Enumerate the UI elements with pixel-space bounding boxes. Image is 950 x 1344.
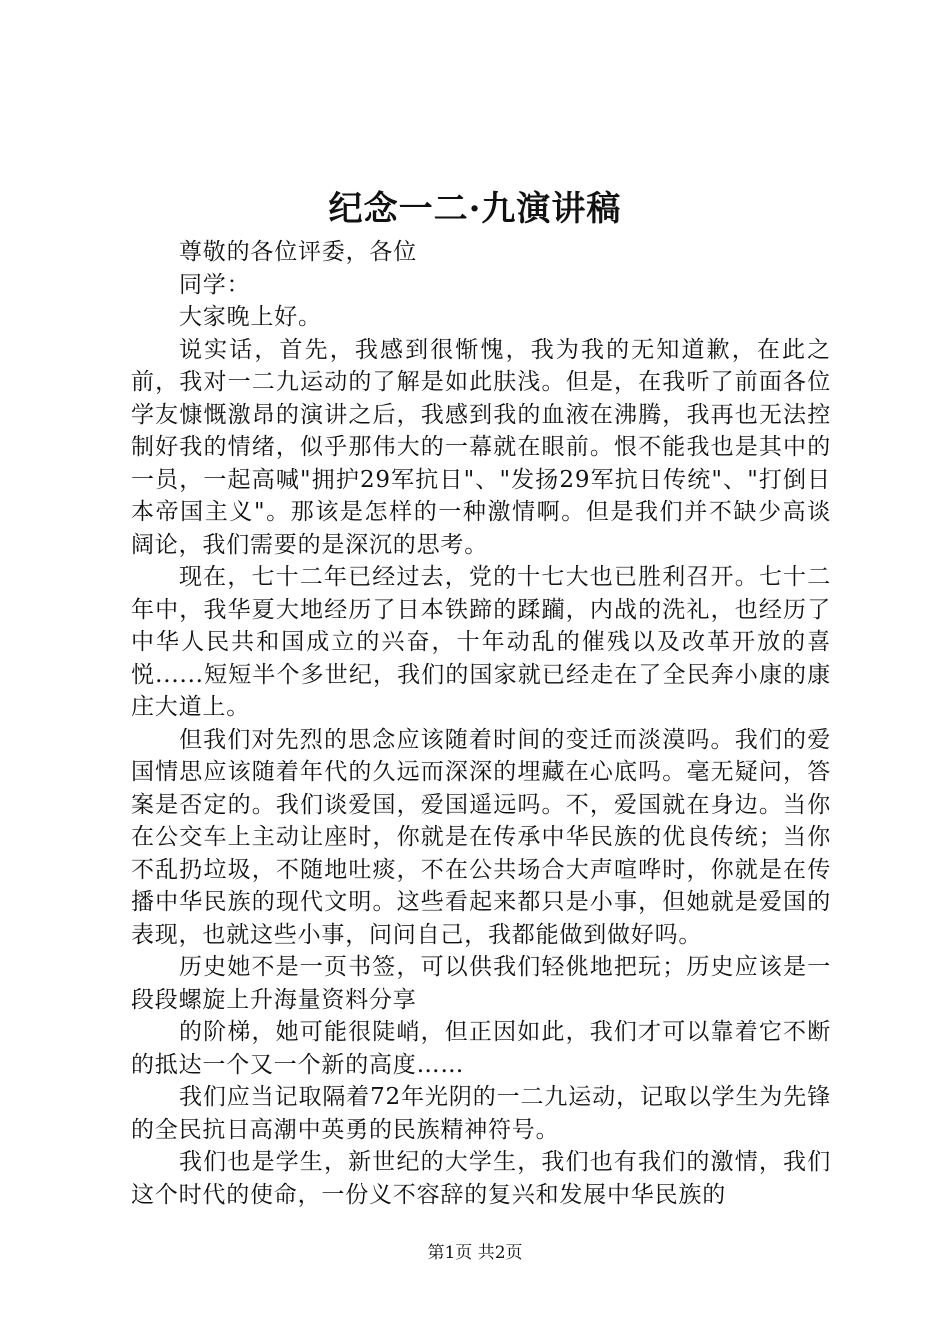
paragraph: 我们应当记取隔着72年光阴的一二九运动，记取以学生为先锋的全民抗日高潮中英勇的民族精神符号。 xyxy=(131,1084,831,1143)
document-title: 纪念一二·九演讲稿 xyxy=(328,189,622,229)
paragraph-salutation-2: 同学： xyxy=(179,271,251,298)
paragraph: 我们也是学生，新世纪的大学生，我们也有我们的激情，我们这个时代的使命，一份义不容辞的复兴和发展中华民族的 xyxy=(131,1149,831,1208)
paragraph: 的阶梯，她可能很陡峭，但正因如此，我们才可以靠着它不断的抵达一个又一个新的高度…… xyxy=(131,1019,831,1078)
paragraph: 但我们对先烈的思念应该随着时间的变迁而淡漠吗。我们的爱国情思应该随着年代的久远而深深的埋藏在心底吗。毫无疑问，答案是否定的。我们谈爱国，爱国遥远吗。不，爱国就在身边。当你在公交车上主动让座时，你就是在传承中华民族的优良传统；当你不乱扔垃圾，不随地吐痰，不在公共场合大声喧哗时，你就是在传播中华民族的现代文明。这些看起来都只是小事，但她就是爱国的表现，也就这些小事，问问自己，我都能做到做好吗。 xyxy=(131,726,831,948)
paragraph-greeting: 大家晚上好。 xyxy=(179,304,322,330)
document-body xyxy=(131,236,831,1211)
paragraph: 说实话，首先，我感到很惭愧，我为我的无知道歉，在此之前，我对一二九运动的了解是如此肤浅。但是，在我听了前面各位学友慷慨激昂的演讲之后，我感到我的血液在沸腾，我再也无法控制好我的情绪，似乎那伟大的一幕就在眼前。恨不能我也是其中的一员，一起高喊"拥护29军抗日"、"发扬29军抗日传统"、"打倒日本帝国主义"。那该是怎样的一种激情啊。但是我们并不缺少高谈阔论，我们需要的是深沉的思考。 xyxy=(131,336,831,558)
paragraph: 现在，七十二年已经过去，党的十七大也已胜利召开。七十二年中，我华夏大地经历了日本铁蹄的蹂躏，内战的洗礼，也经历了中华人民共和国成立的兴奋，十年动乱的催残以及改革开放的喜悦......短短半个多世纪，我们的国家就已经走在了全民奔小康的康庄大道上。 xyxy=(131,564,831,720)
paragraph-salutation-1: 尊敬的各位评委，各位 xyxy=(179,239,417,265)
paragraph: 历史她不是一页书签，可以供我们轻佻地把玩；历史应该是一段段螺旋上升海量资料分享 xyxy=(131,954,831,1013)
page-footer: 第1页 共2页 xyxy=(427,1243,523,1263)
